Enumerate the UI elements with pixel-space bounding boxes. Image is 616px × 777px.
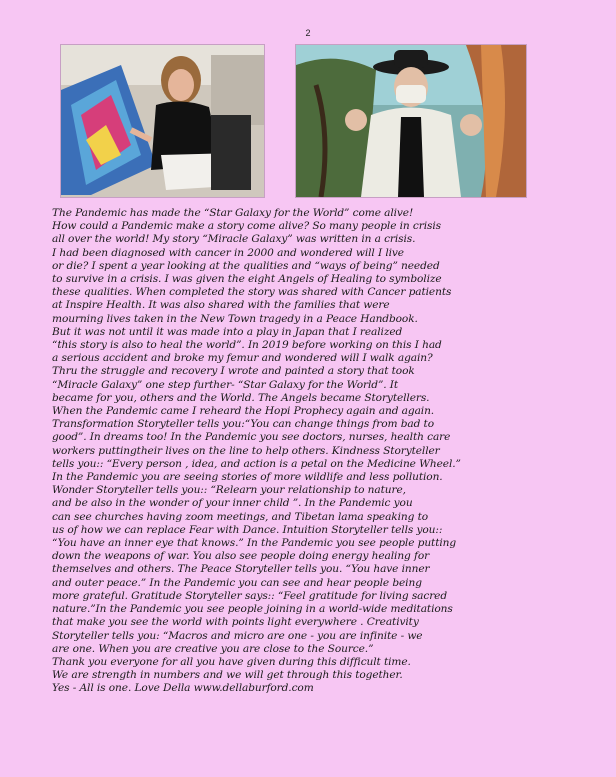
story-line: I had been diagnosed with cancer in 2000 and wondered will I live bbox=[52, 246, 404, 259]
story-line: Wonder Storyteller tells you:: “Relearn your relationship to nature, bbox=[52, 484, 406, 497]
story-line: us of how we can replace Fear with Dance. Intuition Storyteller tells you:: bbox=[52, 523, 443, 536]
story-line: that make you see the world with points light everywhere . Creativity bbox=[52, 616, 419, 629]
story-line: Thank you everyone for all you have given during this difficult time. bbox=[52, 655, 411, 668]
story-line: themselves and others. The Peace Storyteller tells you. “You have inner bbox=[52, 563, 430, 576]
story-line: Storyteller tells you: “Macros and micro are one - you are infinite - we bbox=[52, 629, 423, 642]
story-line: or die? I spent a year looking at the qualities and “ways of being” needed bbox=[52, 259, 440, 272]
story-line: good”. In dreams too! In the Pandemic you see doctors, nurses, health care bbox=[52, 431, 451, 444]
story-text bbox=[52, 207, 572, 696]
story-line: more grateful. Gratitude Storyteller says:: “Feel gratitude for living sacred bbox=[52, 589, 448, 602]
story-line: became for you, others and the World. The Angels became Storytellers. bbox=[52, 391, 430, 404]
story-line: at Inspire Health. It was also shared with the families that were bbox=[52, 299, 390, 312]
story-line: “You have an inner eye that knows.” In the Pandemic you see people putting bbox=[52, 537, 457, 550]
story-line: a serious accident and broke my femur and wondered will I walk again? bbox=[52, 352, 433, 365]
story-line: are one. When you are creative you are close to the Source.” bbox=[52, 642, 374, 655]
artist-painting-photo bbox=[61, 45, 264, 197]
story-line: down the weapons of war. You also see people doing energy healing for bbox=[52, 550, 430, 563]
story-line: “this story is also to heal the world”. In 2019 before working on this I had bbox=[52, 339, 442, 352]
signoff-line: Yes - All is one. Love Della www.dellaburford.com bbox=[52, 682, 314, 695]
story-line: nature.”In the Pandemic you see people joining in a world-wide meditations bbox=[52, 603, 453, 616]
story-line: In the Pandemic you are seeing stories of more wildlife and less pollution. bbox=[52, 471, 443, 484]
story-line: can see churches having zoom meetings, and Tibetan lama speaking to bbox=[52, 510, 428, 523]
story-line: all over the world! My story “Miracle Galaxy” was written in a crisis. bbox=[52, 233, 416, 246]
story-line: When the Pandemic came I reheard the Hopi Prophecy again and again. bbox=[52, 405, 435, 418]
story-line: Transformation Storyteller tells you:“You can change things from bad to bbox=[52, 418, 434, 431]
story-line: and outer peace.” In the Pandemic you can see and hear people being bbox=[52, 576, 422, 589]
story-line: We are strength in numbers and we will get through this together. bbox=[52, 669, 403, 682]
story-line: Thru the struggle and recovery I wrote and painted a story that took bbox=[52, 365, 415, 378]
story-line: But it was not until it was made into a play in Japan that I realized bbox=[52, 325, 403, 338]
story-line: to survive in a crisis. I was given the eight Angels of Healing to symbolize bbox=[52, 273, 442, 286]
story-line: workers puttingtheir lives on the line to help others. Kindness Storyteller bbox=[52, 444, 440, 457]
story-line: mourning lives taken in the New Town tragedy in a Peace Handbook. bbox=[52, 312, 418, 325]
page-number: 2 bbox=[305, 28, 311, 38]
story-line: tells you:: “Every person , idea, and action is a petal on the Medicine Wheel.” bbox=[52, 457, 461, 470]
story-line: The Pandemic has made the “Star Galaxy for the World” come alive! bbox=[52, 207, 414, 219]
story-line: these qualities. When completed the story was shared with Cancer patients bbox=[52, 286, 452, 299]
story-line: “Miracle Galaxy” one step further- “Star Galaxy for the World”. It bbox=[52, 378, 399, 391]
story-line: How could a Pandemic make a story come alive? So many people in crisis bbox=[52, 220, 441, 233]
storyteller-masked-photo bbox=[296, 45, 526, 197]
story-line: and be also in the wonder of your inner child ”. In the Pandemic you bbox=[52, 497, 413, 510]
